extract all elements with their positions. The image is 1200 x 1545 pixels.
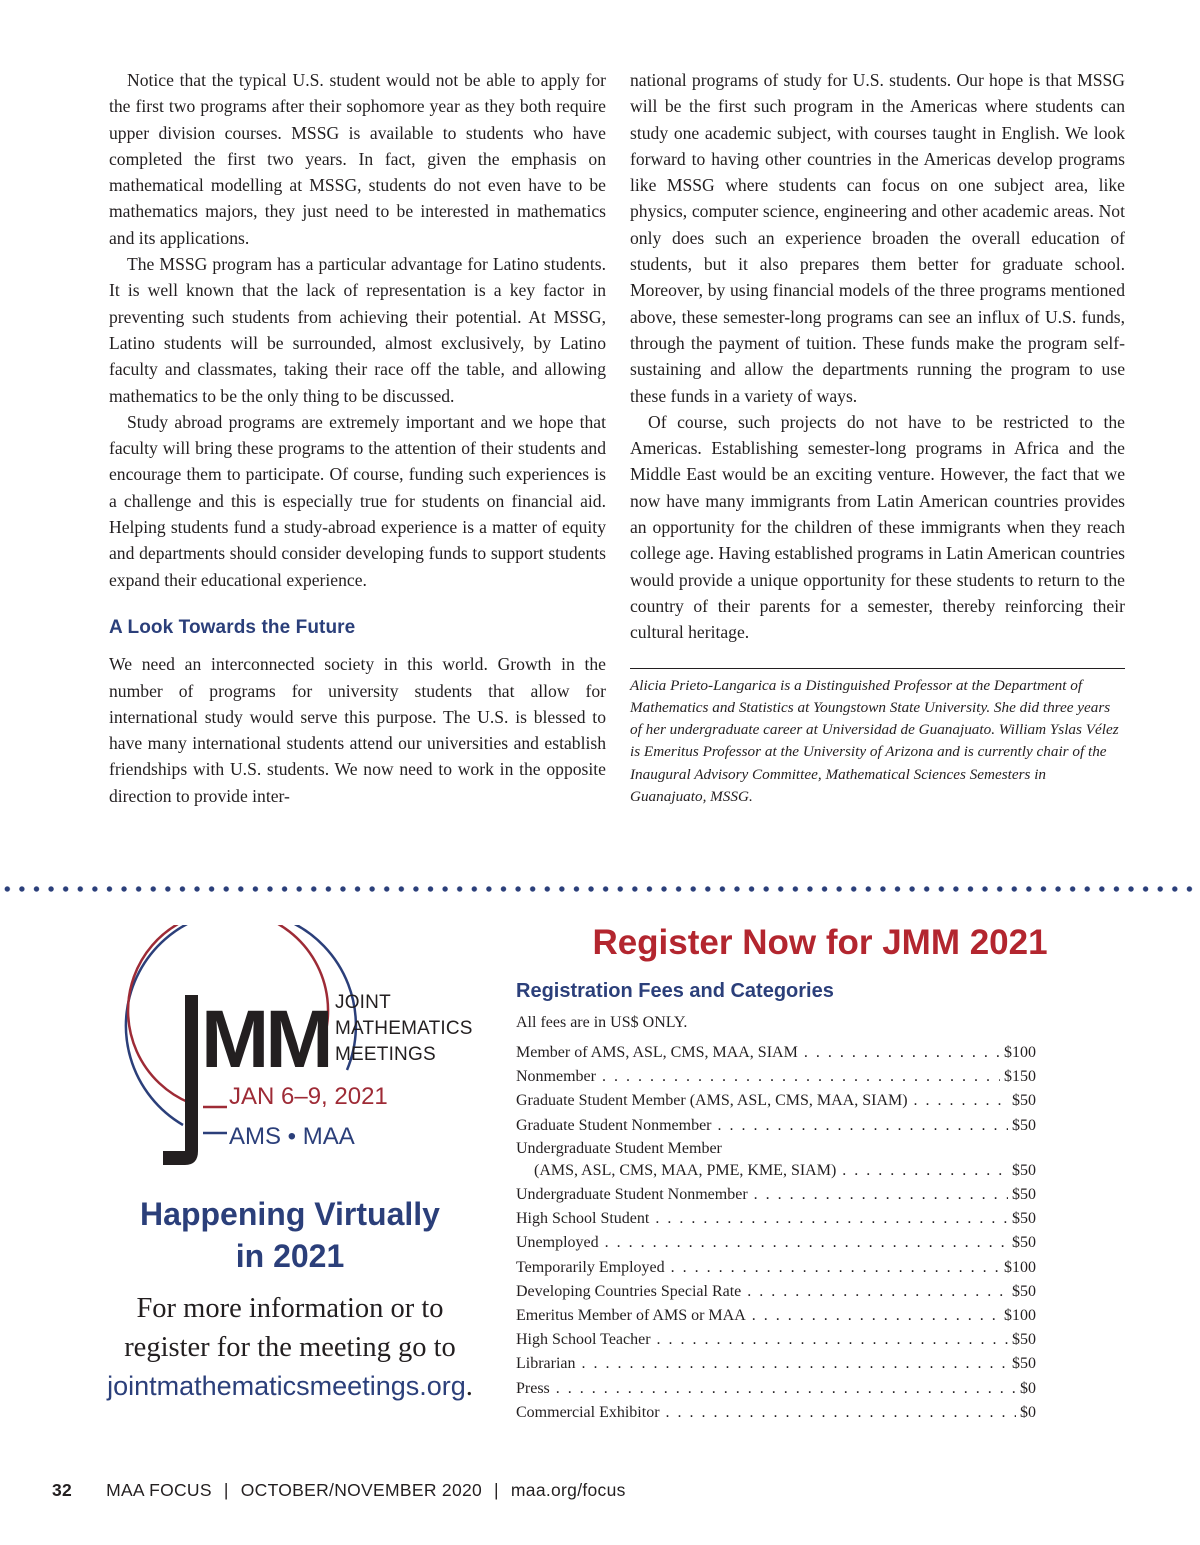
issue-date: OCTOBER/NOVEMBER 2020: [240, 1480, 483, 1500]
more-info-sentence: For more information or to register for the meeting go to: [124, 1293, 456, 1363]
fee-label: Press: [516, 1379, 550, 1397]
fee-price: $50: [1012, 1161, 1036, 1179]
fee-price: $50: [1012, 1210, 1036, 1228]
page-number: 32: [52, 1480, 73, 1500]
fee-row: [516, 1089, 1036, 1113]
register-title: Register Now for JMM 2021: [592, 923, 1048, 962]
logo-word-meetings: MEETINGS: [335, 1044, 436, 1065]
fee-price: $100: [1004, 1307, 1036, 1325]
jmm-logo: [105, 925, 485, 1175]
author-bio: Alicia Prieto-Langarica is a Distinguished Professor at the Department of Mathematics and Statistics at Youngstown State University. She did three years of her undergraduate career at Universidad de Guanajuato. William Yslas Vélez is Emeritus Professor at the University of Arizona and is currently chair of the Inaugural Advisory Committee, Mathematical Sciences Semesters in Guanajuato, MSSG.: [630, 668, 1125, 809]
fee-price: $50: [1012, 1116, 1036, 1134]
fees-note: All fees are in US$ ONLY.: [516, 1014, 688, 1031]
leader-dots: [671, 1256, 1000, 1280]
virtual-line-2: in 2021: [235, 1238, 345, 1274]
fee-label: Member of AMS, ASL, CMS, MAA, SIAM: [516, 1044, 798, 1061]
leader-dots: [804, 1041, 1000, 1065]
fee-row: [516, 1159, 1036, 1183]
fee-price: $50: [1012, 1234, 1036, 1252]
fee-row: [516, 1401, 1036, 1425]
leader-dots: [666, 1401, 1016, 1425]
fee-price: $0: [1020, 1379, 1036, 1397]
fee-price: $50: [1012, 1331, 1036, 1349]
fee-row: [516, 1114, 1036, 1138]
leader-dots: [556, 1377, 1016, 1401]
fee-row: [516, 1041, 1036, 1065]
fee-label: Undergraduate Student Nonmember: [516, 1186, 748, 1204]
leader-dots: [657, 1328, 1008, 1352]
fee-row: [516, 1207, 1036, 1231]
fee-row: [516, 1231, 1036, 1255]
fee-price: $50: [1012, 1282, 1036, 1300]
fees-heading: Registration Fees and Categories: [516, 980, 834, 1002]
leader-dots: [754, 1183, 1008, 1207]
fee-price: $100: [1004, 1044, 1036, 1061]
fee-label: Graduate Student Nonmember: [516, 1116, 712, 1134]
fee-label: Temporarily Employed: [516, 1258, 665, 1276]
happening-virtually-heading: [100, 1193, 480, 1277]
fee-label: Undergraduate Student Member: [516, 1139, 722, 1157]
fee-label: Graduate Student Member (AMS, ASL, CMS, MAA, SIAM): [516, 1092, 908, 1110]
fee-price: $50: [1012, 1186, 1036, 1204]
virtual-line-1: Happening Virtually: [140, 1196, 440, 1232]
leader-dots: [752, 1304, 1000, 1328]
info-period: .: [465, 1371, 473, 1402]
article-right-column: [630, 67, 1125, 808]
fee-label: Unemployed: [516, 1234, 599, 1252]
fee-price: $50: [1012, 1355, 1036, 1373]
footer-separator: |: [494, 1480, 499, 1500]
article-paragraph: Notice that the typical U.S. student would not be able to apply for the first two programs after their sophomore year as they both require upper division courses. MSSG is available to students who have completed the first two years. In fact, given the emphasis on mathematical modelling at MSSG, students do not even have to be mathematics majors, they just need to be interested in mathematics and its applications.: [109, 70, 606, 248]
leader-dots: [914, 1089, 1008, 1113]
section-heading: A Look Towards the Future: [109, 616, 356, 638]
logo-word-joint: JOINT: [335, 992, 391, 1013]
fee-row: [516, 1377, 1036, 1401]
fee-row: [516, 1183, 1036, 1207]
leader-dots: [718, 1114, 1009, 1138]
article-paragraph: We need an interconnected society in this world. Growth in the number of programs for university students that allow for international study would serve this purpose. The U.S. is blessed to have many international students attend our universities and establish friendships with U.S. students. We now need to work in the opposite direction to provide inter-: [109, 654, 606, 806]
leader-dots: [842, 1159, 1008, 1183]
fee-label: High School Student: [516, 1210, 650, 1228]
leader-dots: [747, 1280, 1008, 1304]
article-paragraph: national programs of study for U.S. students. Our hope is that MSSG will be the first such program in the Americas where students can study one academic subject, with courses taught in English. We look forward to having other countries in the Americas develop programs like MSSG where students can focus on one subject area, like physics, computer science, engineering and other academic areas. Not only does such an experience broaden the overall education of students, but it also prepares them better for graduate school. Moreover, by using financial models of the three programs mentioned above, these semester-long programs can see an influx of U.S. funds, through the payment of tuition. These funds make the program self-sustaining and allow the departments running the program to use these funds in a variety of ways.: [630, 70, 1125, 406]
dotted-divider: [0, 884, 1200, 894]
fee-label: Commercial Exhibitor: [516, 1403, 660, 1421]
leader-dots: [605, 1231, 1008, 1255]
page-footer: [52, 1480, 626, 1501]
fee-row: [516, 1352, 1036, 1376]
fee-row: [516, 1280, 1036, 1304]
fee-price: $100: [1004, 1258, 1036, 1276]
article-left-column: [109, 67, 606, 809]
article-paragraph: Study abroad programs are extremely important and we hope that faculty will bring these programs to the attention of their students and encourage them to participate. Of course, funding such experiences is a challenge and this is especially true for students on financial aid. Helping students fund a study-abroad experience is a matter of equity and departments should consider developing funds to support students expand their educational experience.: [109, 411, 606, 590]
fee-row: [516, 1304, 1036, 1328]
article-paragraph: Of course, such projects do not have to be restricted to the Americas. Establishing semester-long programs in Africa and the Middle East would be an exciting venture. However, the fact that we now have many immigrants from Latin American countries provides an opportunity for the children of these immigrants when they reach college age. Having established programs in Latin American countries would provide a unique opportunity for these students to return to the country of their parents for a semester, thereby reinforcing their cultural heritage.: [630, 411, 1125, 643]
jmm-website-link[interactable]: jointmathematicsmeetings.org: [107, 1371, 466, 1401]
leader-dots: [655, 1207, 1008, 1231]
fee-label: Developing Countries Special Rate: [516, 1282, 742, 1300]
footer-url-link[interactable]: maa.org/focus: [510, 1480, 626, 1500]
fee-label: Nonmember: [516, 1068, 596, 1086]
fees-list: [516, 1041, 1036, 1425]
fee-label-continued: (AMS, ASL, CMS, MAA, PME, KME, SIAM): [534, 1161, 837, 1179]
fee-row: [516, 1065, 1036, 1089]
fee-label: High School Teacher: [516, 1331, 651, 1349]
fee-price: $0: [1020, 1403, 1036, 1421]
fee-row: [516, 1256, 1036, 1280]
fee-price: $150: [1004, 1068, 1036, 1086]
article-paragraph: The MSSG program has a particular advantage for Latino students. It is well known that the lack of representation is a key factor in preventing such students from achieving their potential. At MSSG, Latino students will be surrounded, almost exclusively, by Latino faculty and classmates, taking their race off the table, and allowing mathematics to be the only thing to be discussed.: [109, 254, 606, 406]
logo-mm-letters: MM: [201, 994, 330, 1085]
fee-label: Emeritus Member of AMS or MAA: [516, 1307, 746, 1325]
fee-row: [516, 1328, 1036, 1352]
more-info-text: [95, 1289, 485, 1406]
fee-price: $50: [1012, 1092, 1036, 1110]
logo-dates: JAN 6–9, 2021: [229, 1083, 388, 1110]
leader-dots: [602, 1065, 1000, 1089]
publication-name: MAA FOCUS: [106, 1480, 212, 1500]
logo-orgs: AMS • MAA: [229, 1123, 355, 1150]
leader-dots: [582, 1352, 1008, 1376]
footer-separator: |: [223, 1480, 229, 1500]
logo-word-mathematics: MATHEMATICS: [335, 1018, 473, 1039]
fee-label: Librarian: [516, 1355, 576, 1373]
